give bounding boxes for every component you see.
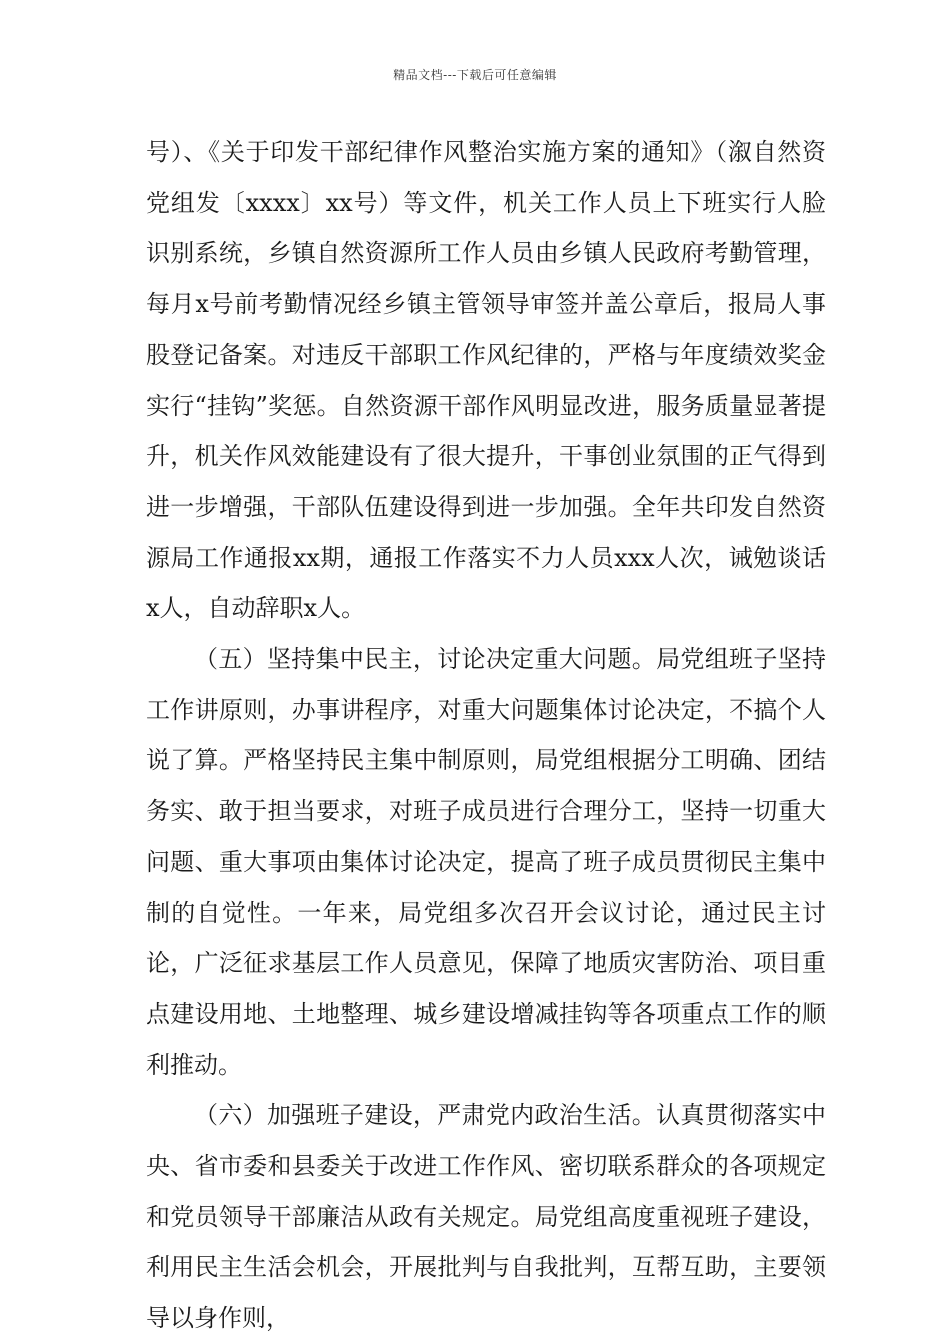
page-header: 精品文档---下载后可任意编辑 <box>393 68 557 82</box>
paragraph-discipline-style: 号）、《关于印发干部纪律作风整治实施方案的通知》（溆自然资党组发〔xxxx〕xx号）等文件，机关工作人员上下班实行人脸识别系统，乡镇自然资源所工作人员由乡镇人民政府考勤管理，每月x号前考勤情况经乡镇主管领导审签并盖公章后，报局人事股登记备案。对违反干部职工作风纪律的，严格与年度绩效奖金实行“挂钩”奖惩。自然资源干部作风明显改进，服务质量显著提升，机关作风效能建设有了很大提升，干事创业氛围的正气得到进一步增强，干部队伍建设得到进一步加强。全年共印发自然资源局工作通报xx期，通报工作落实不力人员xxx人次，诫勉谈话x人，自动辞职x人。 <box>146 138 826 623</box>
document-body <box>146 127 826 1344</box>
paragraph-section-five: （五）坚持集中民主，讨论决定重大问题。局党组班子坚持工作讲原则，办事讲程序，对重大问题集体讨论决定，不搞个人说了算。严格坚持民主集中制原则，局党组根据分工明确、团结务实、敢于担当要求，对班子成员进行合理分工，坚持一切重大问题、重大事项由集体讨论决定，提高了班子成员贯彻民主集中制的自觉性。一年来，局党组多次召开会议讨论，通过民主讨论，广泛征求基层工作人员意见，保障了地质灾害防治、项目重点建设用地、土地整理、城乡建设增减挂钩等各项重点工作的顺利推动。 <box>146 645 826 1079</box>
paragraph-section-six: （六）加强班子建设，严肃党内政治生活。认真贯彻落实中央、省市委和县委关于改进工作作风、密切联系群众的各项规定和党员领导干部廉洁从政有关规定。局党组高度重视班子建设，利用民主生活会机会，开展批判与自我批判，互帮互助，主要领导以身作则， <box>146 1101 826 1333</box>
